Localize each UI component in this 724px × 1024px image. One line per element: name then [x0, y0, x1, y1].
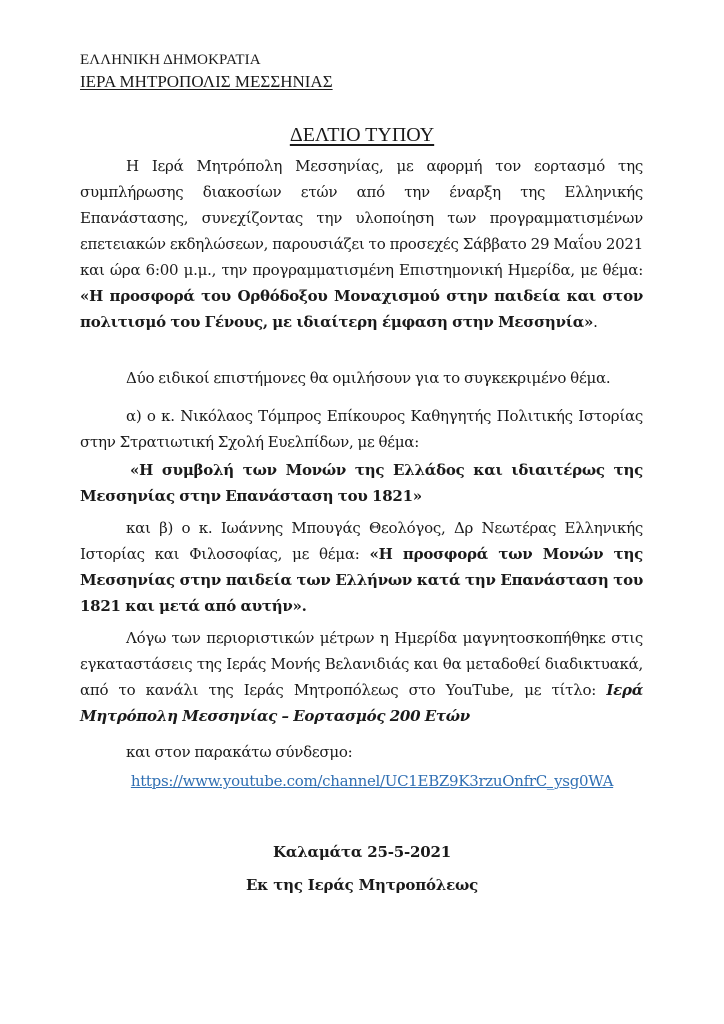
paragraph-broadcast [80, 625, 643, 729]
link-line [0, 772, 724, 790]
paragraph-speakers [80, 365, 643, 391]
paragraph-speaker-a [80, 403, 643, 455]
paragraph-announcement-text: Η Ιερά Μητρόπολη Μεσσηνίας, με αφορμή τον εορτασμό της συμπλήρωσης διακοσίων ετών από την έναρξη της Ελληνικής Επανάστασης, συνεχίζοντας την υλοποίηση των προγραμματισμένων επετειακών εκδηλώσεων, παρουσιάζει το προσεχές Σάββατο 29 Μαΐου 2021 και ώρα 6:00 μ.μ., την προγραμματισμένη Επιστημονική Ημερίδα, με θέμα: [80, 157, 643, 279]
paragraph-speakers-text: Δύο ειδικοί επιστήμονες θα ομιλήσουν για το συγκεκριμένο θέμα. [126, 369, 611, 387]
channel-title: Ιερά Μητρόπολη Μεσσηνίας – Εορτασμός 200 Ετών [80, 681, 643, 725]
paragraph-speaker-a-topic [80, 457, 643, 509]
paragraph-speaker-a-text: α) ο κ. Νικόλαος Τόμπρος Επίκουρος Καθηγητής Πολιτικής Ιστορίας στην Στρατιωτική Σχολή Ευελπίδων, με θέμα: [80, 407, 643, 451]
paragraph-speaker-b-topic: «Η προσφορά των Μονών της Μεσσηνίας στην παιδεία των Ελλήνων κατά την Επανάσταση του 1821 και μετά από αυτήν». [80, 545, 644, 615]
paragraph-announcement-end: . [593, 313, 598, 331]
header-organization: ΙΕΡΑ ΜΗΤΡΟΠΟΛΙΣ ΜΕΣΣΗΝΙΑΣ [80, 72, 333, 91]
document-title: ΔΕΛΤΙΟ ΤΥΠΟΥ [289, 124, 435, 146]
header-state: ΕΛΛΗΝΙΚΗ ΔΗΜΟΚΡΑΤΙΑ [80, 52, 261, 68]
paragraph-announcement-topic: «Η προσφορά του Ορθόδοξου Μοναχισμού στην παιδεία και στον πολιτισμό του Γένους, με ιδιαίτερη έμφαση στην Μεσσηνία» [80, 287, 643, 331]
paragraph-speaker-b [80, 515, 643, 619]
paragraph-link-intro [80, 739, 643, 765]
paragraph-link-intro-text: και στον παρακάτω σύνδεσμο: [126, 743, 353, 761]
paragraph-broadcast-text: Λόγω των περιοριστικών μέτρων η Ημερίδα μαγνητοσκοπήθηκε στις εγκαταστάσεις της Ιεράς Μονής Βελανιδιάς και θα μεταδοθεί διαδικτυακά, από το κανάλι της Ιεράς Μητροπόλεως στο YouTube, με τίτλο: [80, 629, 643, 699]
place-date: Καλαμάτα 25-5-2021 [273, 843, 451, 861]
paragraph-announcement [80, 153, 643, 335]
paragraph-speaker-b-text: και β) ο κ. Ιωάννης Μπουγάς Θεολόγος, Δρ Νεωτέρας Ελληνικής Ιστορίας και Φιλοσοφίας, με θέμα: [80, 519, 643, 563]
youtube-channel-link[interactable]: https://www.youtube.com/channel/UC1EBZ9K3rzuOnfrC_ysg0WA [130, 772, 614, 790]
signature: Εκ της Ιεράς Μητροπόλεως [245, 876, 479, 894]
paragraph-speaker-a-topic-text: «Η συμβολή των Μονών της Ελλάδος και ιδιαιτέρως της Μεσσηνίας στην Επανάσταση του 1821» [80, 461, 643, 505]
